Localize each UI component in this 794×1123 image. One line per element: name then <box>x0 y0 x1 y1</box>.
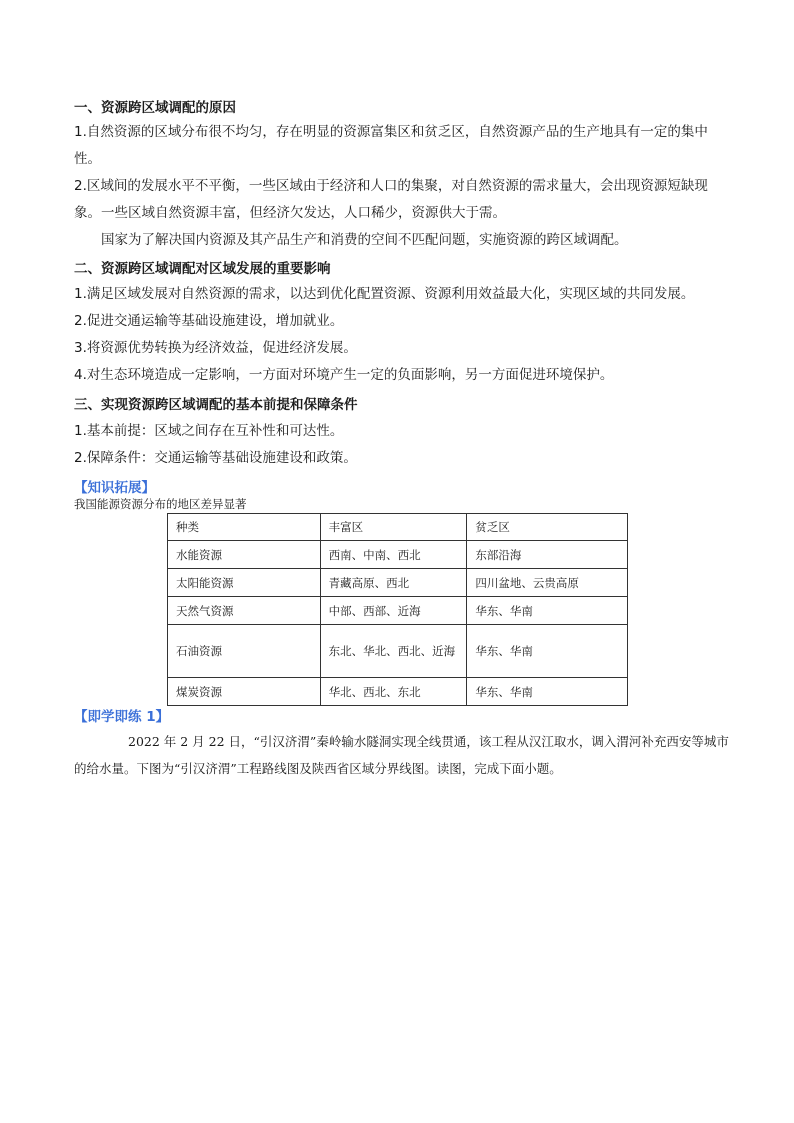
exercise-tag: 【即学即练 1】 <box>74 709 170 725</box>
table-cell: 四川盆地、云贵高原 <box>467 569 628 597</box>
table-cell: 华北、西北、东北 <box>320 678 467 706</box>
table-cell: 石油资源 <box>168 625 321 678</box>
table-cell: 华东、华南 <box>467 625 628 678</box>
section-1-heading: 一、资源跨区域调配的原因 <box>74 100 236 116</box>
section-1-paragraph-3: 国家为了解决国内资源及其产品生产和消费的空间不匹配问题，实施资源的跨区域调配。 <box>101 232 628 248</box>
table-row <box>168 569 628 597</box>
table-row <box>168 541 628 569</box>
table-header-row <box>168 514 628 541</box>
section-2-paragraph-3: 3.将资源优势转换为经济效益，促进经济发展。 <box>74 340 357 356</box>
section-1-paragraph-2: 2.区域间的发展水平不平衡，一些区域由于经济和人口的集聚，对自然资源的需求量大，会出现资源短缺现象。一些区域自然资源丰富，但经济欠发达，人口稀少，资源供大于需。 <box>74 178 708 221</box>
table-header-poor: 贫乏区 <box>467 514 628 541</box>
section-2-heading: 二、资源跨区域调配对区域发展的重要影响 <box>74 261 331 277</box>
knowledge-tag: 【知识拓展】 <box>74 480 155 496</box>
table-cell: 东北、华北、西北、近海 <box>320 625 467 678</box>
section-2-paragraph-2: 2.促进交通运输等基础设施建设，增加就业。 <box>74 313 344 329</box>
table-cell: 华东、华南 <box>467 678 628 706</box>
table-row <box>168 597 628 625</box>
section-3-heading: 三、实现资源跨区域调配的基本前提和保障条件 <box>74 397 358 413</box>
energy-distribution-table <box>167 513 628 706</box>
section-2-paragraph-1: 1.满足区域发展对自然资源的需求，以达到优化配置资源、资源利用效益最大化，实现区域的共同发展。 <box>74 286 695 302</box>
table-cell: 东部沿海 <box>467 541 628 569</box>
table-row <box>168 625 628 678</box>
exercise-text: 2022 年 2 月 22 日，“引汉济渭”秦岭输水隧洞实现全线贯通，该工程从汉江取水，调入渭河补充西安等城市的给水量。下图为“引汉济渭”工程路线图及陕西省区域分界线图。读图，完成下面小题。 <box>74 734 729 776</box>
table-cell: 华东、华南 <box>467 597 628 625</box>
table-header-type: 种类 <box>168 514 321 541</box>
section-1-paragraph-1: 1.自然资源的区域分布很不均匀，存在明显的资源富集区和贫乏区，自然资源产品的生产地具有一定的集中性。 <box>74 124 708 167</box>
table-cell: 中部、西部、近海 <box>320 597 467 625</box>
table-header-rich: 丰富区 <box>320 514 467 541</box>
table-cell: 青藏高原、西北 <box>320 569 467 597</box>
table-cell: 煤炭资源 <box>168 678 321 706</box>
table-caption: 我国能源资源分布的地区差异显著 <box>74 497 247 511</box>
section-3-paragraph-1: 1.基本前提：区域之间存在互补性和可达性。 <box>74 423 344 439</box>
table-cell: 西南、中南、西北 <box>320 541 467 569</box>
table-cell: 太阳能资源 <box>168 569 321 597</box>
table-row <box>168 678 628 706</box>
section-3-paragraph-2: 2.保障条件：交通运输等基础设施建设和政策。 <box>74 450 357 466</box>
section-2-paragraph-4: 4.对生态环境造成一定影响，一方面对环境产生一定的负面影响，另一方面促进环境保护。 <box>74 367 614 383</box>
table-cell: 天然气资源 <box>168 597 321 625</box>
table-cell: 水能资源 <box>168 541 321 569</box>
